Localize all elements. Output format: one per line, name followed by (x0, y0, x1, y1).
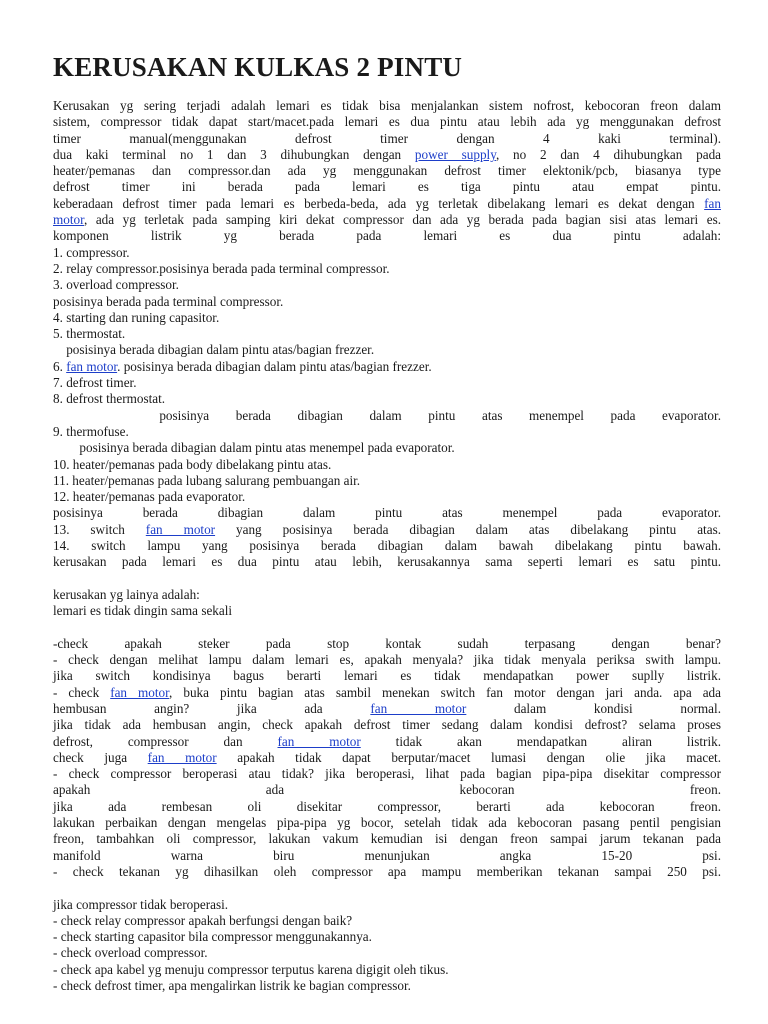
line-text: 13. switch (53, 521, 146, 537)
line-text: , buka pintu bagian atas sambil menekan switch fan motor dengan jari anda. apa ada (169, 684, 721, 700)
text-line (53, 359, 721, 375)
text-line: 11. heater/pemanas pada lubang salurang pembuangan air. (53, 472, 361, 488)
text-line: posisinya berada dibagian dalam pintu atas/bagian frezzer. (53, 342, 375, 358)
text-line: kerusakan pada lemari es dua pintu atau lebih, kerusakannya sama seperti lemari es satu pintu. (53, 554, 721, 570)
line-text: dalam kondisi normal. (466, 700, 721, 716)
text-line (53, 571, 721, 587)
text-line: lemari es tidak dingin sama sekali (53, 603, 233, 619)
text-line (53, 734, 721, 750)
text-line (53, 750, 721, 766)
text-line: defrost timer ini berada pada lemari es tiga pintu atau empat pintu. (53, 179, 721, 195)
text-line (53, 522, 721, 538)
text-line: 3. overload compressor. (53, 277, 179, 293)
text-line: lakukan perbaikan dengan mengelas pipa-pipa yg bocor, setelah tidak ada kebocoran pasang pentil pengisian (53, 815, 721, 831)
text-line: - check defrost timer, apa mengalirkan listrik ke bagian compressor. (53, 978, 411, 994)
text-line: posisinya berada dibagian dalam pintu atas menempel pada evaporator. (53, 440, 455, 456)
text-line: 9. thermofuse. (53, 423, 129, 439)
line-text: 6. (53, 358, 67, 374)
text-line: jika tidak ada hembusan angin, check apakah defrost timer sedang dalam kondisi defrost? selama proses (53, 717, 721, 733)
text-line: - check compressor beroperasi atau tidak? jika beroperasi, lihat pada bagian pipa-pipa disekitar compressor (53, 766, 721, 782)
text-line: -check apakah steker pada stop kontak sudah terpasang dengan benar? (53, 635, 721, 651)
text-line: sistem, compressor tidak dapat start/macet.pada lemari es dua pintu atau lebih ada yg menggunakan defrost (53, 114, 721, 130)
article-body (53, 98, 721, 994)
inline-link[interactable]: fan motor (147, 749, 217, 765)
text-line: 2. relay compressor.posisinya berada pada terminal compressor. (53, 260, 390, 276)
text-line: 5. thermostat. (53, 326, 126, 342)
text-line: posisinya berada pada terminal compressor. (53, 293, 284, 309)
text-line (53, 147, 721, 163)
line-text: . posisinya berada dibagian dalam pintu atas/bagian frezzer. (117, 358, 432, 374)
line-text: , ada yg terletak pada samping kiri dekat compressor dan ada yg berada pada bagian sisi atas lemari es. (83, 212, 721, 228)
text-line: 14. switch lampu yang posisinya berada dibagian dalam bawah dibelakang pintu bawah. (53, 538, 721, 554)
line-text: tidak akan mendapatkan aliran listrik. (360, 733, 722, 749)
inline-link[interactable]: fan motor (145, 521, 216, 537)
inline-link[interactable]: fan (704, 195, 721, 211)
line-text: keberadaan defrost timer pada lemari es berbeda-beda, ada yg terletak dibelakang lemari es dekat dengan (53, 195, 705, 211)
text-line: manifold warna biru menunjukan angka 15-20 psi. (53, 847, 721, 863)
line-text: defrost, compressor dan (53, 733, 278, 749)
text-line: 8. defrost thermostat. (53, 391, 166, 407)
text-line (53, 685, 721, 701)
text-line: apakah ada kebocoran freon. (53, 782, 721, 798)
text-line: 12. heater/pemanas pada evaporator. (53, 489, 246, 505)
text-line: - check tekanan yg dihasilkan oleh compressor apa mampu memberikan tekanan sampai 250 psi. (53, 863, 721, 879)
text-line: kerusakan yg lainya adalah: (53, 586, 200, 602)
page-title: KERUSAKAN KULKAS 2 PINTU (53, 52, 463, 82)
text-line (53, 212, 721, 228)
text-line: timer manual(menggunakan defrost timer dengan 4 kaki terminal). (53, 130, 721, 146)
line-text: - check (53, 684, 111, 700)
text-line: - check starting capasitor bila compressor menggunakannya. (53, 929, 372, 945)
line-text: , no 2 dan 4 dihubungkan pada (495, 146, 722, 162)
text-line: posisinya berada dibagian dalam pintu atas menempel pada evaporator. (53, 407, 721, 423)
line-text: hembusan angin? jika ada (53, 700, 371, 716)
inline-link[interactable]: fan motor (66, 358, 118, 374)
text-line (53, 701, 721, 717)
text-line: freon, tambahkan oli compressor, lakukan vakum kemudian isi dengan freon sampai jarum tekanan pada (53, 831, 721, 847)
text-line: jika ada rembesan oli disekitar compressor, berarti ada kebocoran freon. (53, 798, 721, 814)
text-line: posisinya berada dibagian dalam pintu atas menempel pada evaporator. (53, 505, 721, 521)
text-line: Kerusakan yg sering terjadi adalah lemari es tidak bisa menjalankan sistem nofrost, kebocoran freon dalam (53, 98, 721, 113)
inline-link[interactable]: power supply (414, 146, 496, 162)
inline-link[interactable]: fan motor (110, 684, 170, 700)
text-line: 10. heater/pemanas pada body dibelakang pintu atas. (53, 456, 332, 472)
line-text: yang posisinya berada dibagian dalam atas dibelakang pintu atas. (215, 521, 721, 537)
text-line: 7. defrost timer. (53, 375, 137, 391)
text-line: 1. compressor. (53, 244, 130, 260)
text-line (53, 620, 721, 636)
text-line (53, 196, 721, 212)
text-line: - check dengan melihat lampu dalam lemari es, apakah menyala? jika tidak menyala periksa swith lampu. (53, 652, 721, 668)
text-line: - check apa kabel yg menuju compressor terputus karena digigit oleh tikus. (53, 961, 449, 977)
inline-link[interactable]: fan motor (277, 733, 361, 749)
inline-link[interactable]: fan motor (370, 700, 467, 716)
line-text: apakah tidak dapat berputar/macet lumasi dengan olie jika macet. (216, 749, 722, 765)
text-line: heater/pemanas dan compressor.dan ada yg menggunakan defrost timer elektonik/pcb, biasanya type (53, 163, 721, 179)
text-line (53, 880, 721, 896)
line-text: dua kaki terminal no 1 dan 3 dihubungkan dengan (53, 146, 415, 162)
text-line: 4. starting dan runing capasitor. (53, 309, 220, 325)
text-line: jika compressor tidak beroperasi. (53, 896, 229, 912)
inline-link[interactable]: motor (53, 212, 84, 228)
text-line: jika switch kondisinya bagus berarti lemari es tidak mendapatkan power suplly listrik. (53, 668, 721, 684)
line-text: check juga (53, 749, 148, 765)
text-line: komponen listrik yg berada pada lemari es dua pintu adalah: (53, 228, 721, 244)
text-line: - check relay compressor apakah berfungsi dengan baik? (53, 912, 353, 928)
text-line: - check overload compressor. (53, 945, 208, 961)
